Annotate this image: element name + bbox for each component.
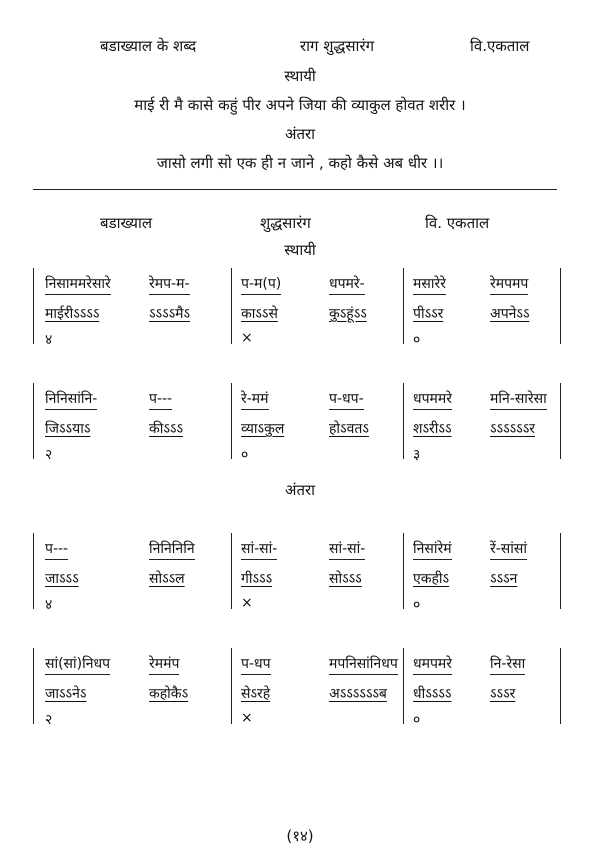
header-right: वि.एकताल (470, 37, 530, 55)
tala-mark: २ (45, 712, 53, 728)
sthayi-label: स्थायी (284, 67, 316, 85)
division-bar (231, 268, 232, 344)
notation-row (33, 268, 560, 348)
swara-cell: धमपमरे (413, 654, 452, 675)
header-center: राग शुद्धसारंग (300, 37, 375, 55)
division-bar (231, 533, 232, 609)
division-bar (33, 383, 34, 459)
bol-cell: ऽऽऽर (490, 686, 516, 702)
division-bar (560, 648, 561, 724)
division-bar (33, 648, 34, 724)
bol-cell: सेऽरहे (241, 686, 271, 702)
division-bar (33, 533, 34, 609)
sthayi-heading: स्थायी (284, 241, 316, 259)
antara-text: जासो लगी सो एक ही न जाने , कहो कैसे अब धीर ।। (156, 154, 444, 172)
bol-cell: ऽऽऽऽमैऽ (149, 306, 191, 322)
bol-cell: कीऽऽऽ (149, 421, 183, 437)
swara-cell: मनि-सारेसा (490, 389, 547, 410)
page-number: (१४) (286, 827, 314, 845)
swara-cell: निनिसांनि- (45, 389, 97, 410)
bol-cell: अपनेऽऽ (490, 306, 530, 322)
swara-cell: रें-सांसां (490, 539, 527, 560)
bol-cell: कहोकैऽ (149, 686, 189, 702)
bol-cell: शऽरीऽऽ (413, 421, 452, 437)
bol-cell: जाऽऽनेऽ (45, 686, 87, 702)
bol-cell: काऽऽसे (241, 306, 278, 322)
tala-mark: × (241, 710, 253, 726)
bol-cell: व्याऽकुल (241, 421, 285, 437)
tala-mark: २ (45, 447, 53, 463)
tala-mark: ० (413, 332, 421, 348)
notation-row (33, 533, 560, 613)
sthayi-text: माई री मै कासे कहुं पीर अपने जिया की व्याकुल होवत शरीर । (134, 96, 466, 114)
tala-mark: × (241, 330, 253, 346)
header-left: बडाख्याल के शब्द (100, 37, 197, 55)
bol-cell: ऽऽऽऽऽऽर (490, 421, 535, 437)
swara-cell: मसारेरे (413, 274, 446, 295)
tala-mark: × (241, 595, 253, 611)
bol-cell: होऽवतऽ (329, 421, 369, 437)
swara-cell: धपमरे- (329, 274, 365, 295)
division-bar (560, 383, 561, 459)
notation-row (33, 648, 560, 728)
bol-cell: अऽऽऽऽऽऽब (329, 686, 387, 702)
antara-label: अंतरा (284, 125, 316, 143)
notation-row (33, 383, 560, 463)
swara-cell: नि-रेसा (490, 654, 525, 675)
bol-cell: जाऽऽऽ (45, 571, 79, 587)
antara-heading: अंतरा (284, 481, 316, 499)
bol-cell: एकहीऽ (413, 571, 450, 587)
notation-header-center: शुद्धसारंग (260, 214, 311, 232)
divider-line (33, 189, 557, 190)
swara-cell: प-धप- (329, 389, 364, 410)
swara-cell: सां(सां)निधप (45, 654, 110, 675)
notation-header-left: बडाख्याल (100, 214, 153, 232)
swara-cell: सां-सां- (241, 539, 277, 560)
bol-cell: जिऽऽयाऽ (45, 421, 91, 437)
bol-cell: सोऽऽऽ (329, 571, 362, 587)
bol-cell: माईरीऽऽऽऽ (45, 306, 100, 322)
swara-cell: रेममंप (149, 654, 179, 675)
division-bar (231, 383, 232, 459)
swara-cell: प-म(प) (241, 274, 281, 295)
bol-cell: धीऽऽऽऽ (413, 686, 452, 702)
bol-cell: कुऽहूंऽऽ (329, 306, 367, 322)
swara-cell: धपममरे (413, 389, 452, 410)
division-bar (560, 533, 561, 609)
swara-cell: रे-ममं (241, 389, 269, 410)
tala-mark: ४ (45, 597, 53, 613)
division-bar (403, 383, 404, 459)
swara-cell: निनिनिनि (149, 539, 195, 560)
tala-mark: ० (413, 597, 421, 613)
bol-cell: गीऽऽऽ (241, 571, 273, 587)
swara-cell: रेमप-म- (149, 274, 190, 295)
division-bar (231, 648, 232, 724)
tala-mark: ० (413, 712, 421, 728)
division-bar (33, 268, 34, 344)
division-bar (560, 268, 561, 344)
tala-mark: ० (241, 447, 249, 463)
swara-cell: सां-सां- (329, 539, 365, 560)
notation-header-right: वि. एकताल (425, 214, 490, 232)
swara-cell: निसाममरेसारे (45, 274, 111, 295)
swara-cell: प-धप (241, 654, 271, 675)
swara-cell: प--- (45, 539, 68, 560)
swara-cell: मपनिसांनिधप (329, 654, 398, 675)
swara-cell: प--- (149, 389, 172, 410)
division-bar (403, 268, 404, 344)
division-bar (403, 533, 404, 609)
swara-cell: रेमपमप (490, 274, 528, 295)
bol-cell: सोऽऽल (149, 571, 185, 587)
division-bar (403, 648, 404, 724)
tala-mark: ३ (413, 447, 421, 463)
bol-cell: ऽऽऽन (490, 571, 518, 587)
tala-mark: ४ (45, 332, 53, 348)
swara-cell: निसांरेमं (413, 539, 452, 560)
bol-cell: पीऽऽर (413, 306, 444, 322)
